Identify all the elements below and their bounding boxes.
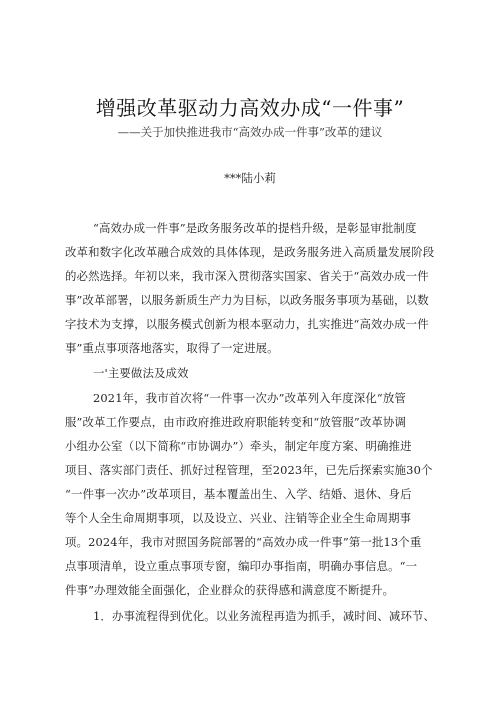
author-name: ***陆小莉 [224,171,276,185]
paragraph-line: 等个人全生命周期事项，以及设立、兴业、注销等企业全生命周期事 [65,511,412,525]
paragraph-line: 事”重点事项落地落实，取得了一定进展。 [65,341,279,355]
paragraph-line: 服”改革工作要点，由市政府推进政府职能转变和“放管服”改革协调 [65,415,407,429]
paragraph-line: 项。2024年，我市对照国务院部署的“高效办成一件事”第一批13个重 [65,535,422,549]
paragraph-line: 2021年，我市首次将“一件事一次办”改革列入年度深化“放管 [93,391,406,405]
document-title: 增强改革驱动力高效办成“一件事” [95,96,405,120]
paragraph-line: 小组办公室（以下简称“市协调办”）牵头，制定年度方案、明确推进 [65,439,412,453]
paragraph-line: 1．办事流程得到优化。以业务流程再造为抓手，减时间、减环节、 [93,609,436,623]
section-heading: 一'主要做法及成效 [93,366,189,380]
paragraph-line: 件事”办理效能全面强化，企业群众的获得感和满意度不断提升。 [65,583,395,597]
paragraph-line: 事”改革部署，以服务新质生产力为目标，以政务服务事项为基础，以数 [65,293,429,307]
paragraph-line: 项目、落实部门责任、抓好过程管理，至2023年，已先后探索实施30个 [65,463,433,477]
paragraph-line: 字技术为支撑，以服务模式创新为根本驱动力，扎实推进“高效办成一件 [65,317,429,331]
paragraph-line: “高效办成一件事”是政务服务改革的提档升级，是彰显审批制度 [93,221,417,235]
paragraph-line: “一件事一次办”改革项目，基本覆盖出生、入学、结婚、退休、身后 [65,487,412,501]
paragraph-line: 改革和数字化改革融合成效的具体体现，是政务服务进入高质量发展阶段 [65,245,435,259]
paragraph-line: 点事项清单，设立重点事项专窗，编印办事指南，明确办事信息。“一 [65,559,418,573]
document-subtitle: ——关于加快推进我市“高效办成一件事”改革的建议 [117,125,383,139]
paragraph-line: 的必然选择。年初以来，我市深入贯彻落实国家、省关于“高效办成一件 [65,269,429,283]
